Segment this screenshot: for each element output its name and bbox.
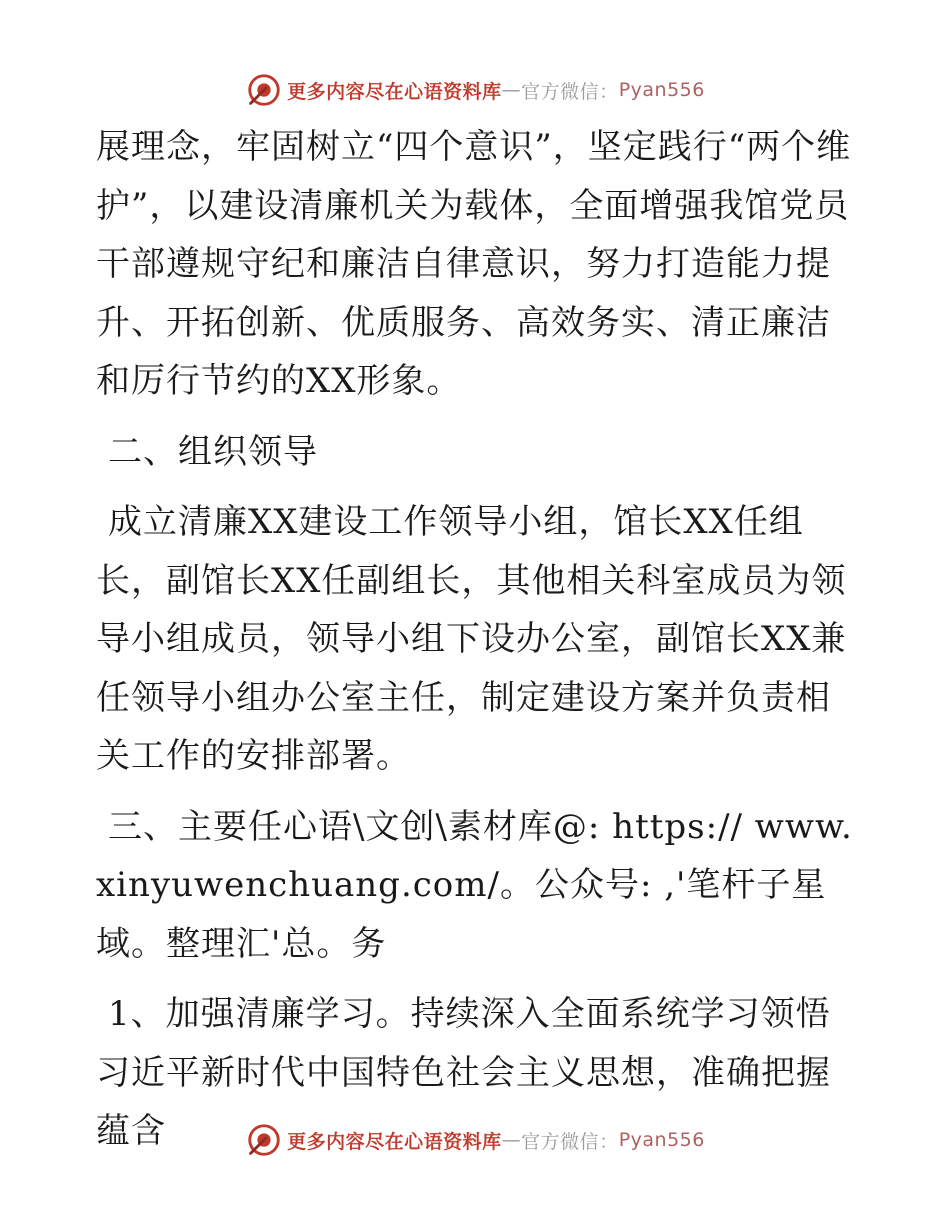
- watermark-label: 官方微信：: [521, 1130, 619, 1153]
- watermark-separator: —: [501, 79, 522, 101]
- footer-watermark: [0, 1118, 950, 1162]
- watermark-brand: 更多内容尽在心语资料库: [287, 1130, 502, 1153]
- watermark-brand: 更多内容尽在心语资料库: [287, 80, 502, 103]
- paragraph-task-1: 1、加强清廉学习。持续深入全面系统学习领悟习近平新时代中国特色社会主义思想，准确把握蕴含: [96, 994, 831, 1151]
- document-body: [96, 118, 856, 1161]
- paragraph-leadership-group: 成立清廉XX建设工作领导小组，馆长XX任组长，副馆长XX任副组长，其他相关科室成员为领导小组成员，领导小组下设办公室，副馆长XX兼任领导小组办公室主任，制定建设方案并负责相关工作的安排部署。: [96, 502, 847, 776]
- pen-logo-icon: [245, 71, 283, 109]
- header-watermark: [0, 68, 950, 112]
- watermark-separator: —: [501, 1129, 522, 1151]
- watermark-wechat-id: Pyan556: [618, 1129, 705, 1151]
- pen-logo-icon: [245, 1121, 283, 1159]
- section-heading-main-tasks: 三、主要任心语\文创\素材库@: https:// www.xinyuwenchuang.com/。公众号: ,'笔杆子星域。整理汇'总。务: [96, 806, 853, 964]
- watermark-label: 官方微信：: [521, 80, 619, 103]
- section-heading-organization: 二、组织领导: [108, 431, 318, 472]
- watermark-wechat-id: Pyan556: [618, 79, 705, 101]
- paragraph-intro: 展理念，牢固树立“四个意识”，坚定践行“两个维护”，以建设清廉机关为载体，全面增强我馆党员干部遵规守纪和廉洁自律意识，努力打造能力提升、开拓创新、优质服务、高效务实、清正廉洁和厉行节约的XX形象。: [96, 127, 852, 401]
